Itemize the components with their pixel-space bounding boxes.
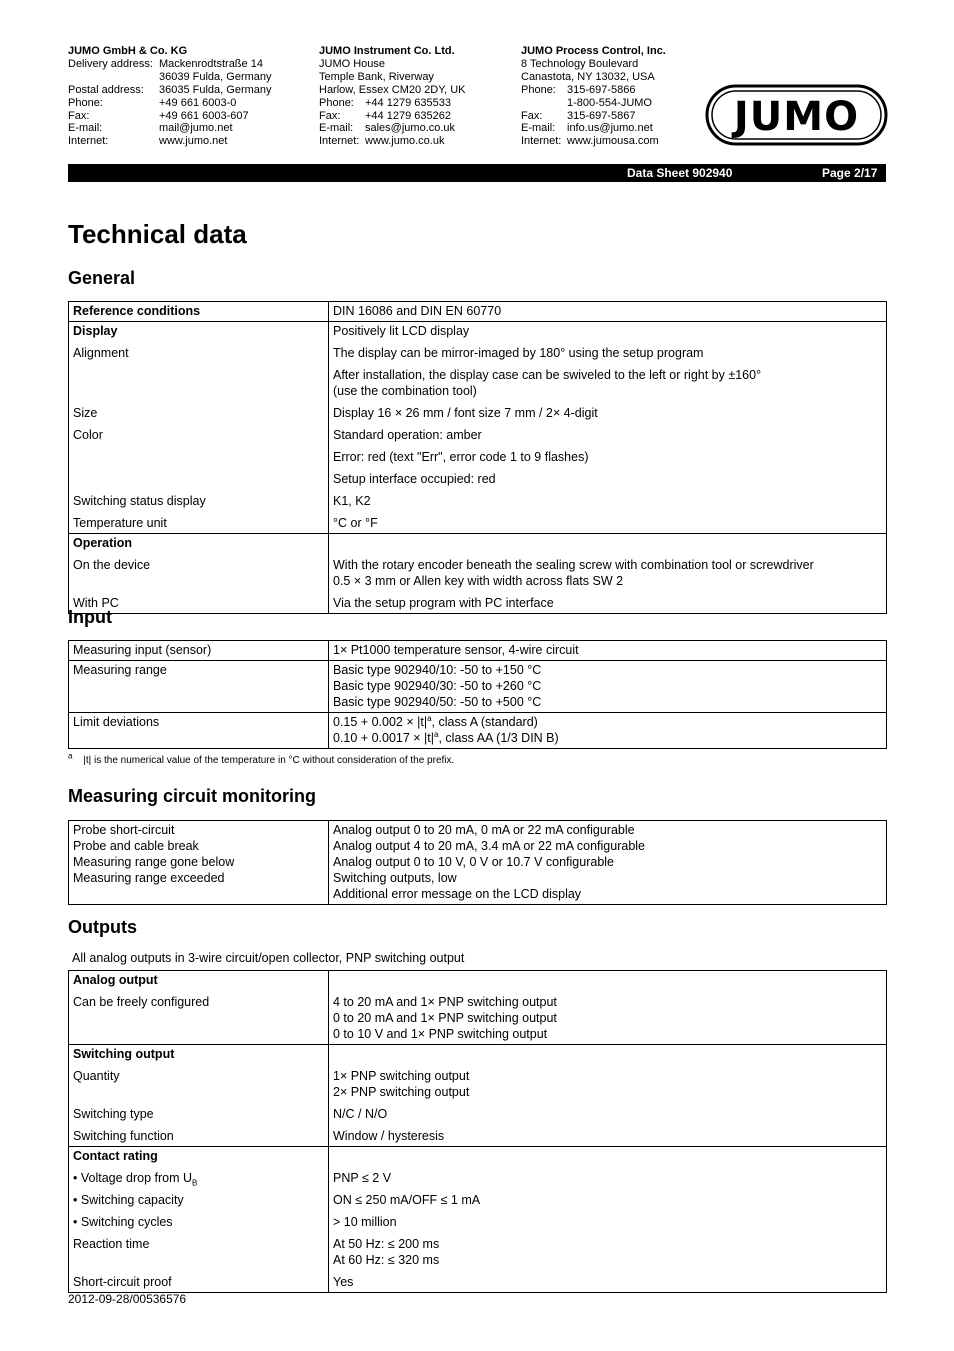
- datasheet-number: Data Sheet 902940: [627, 166, 733, 180]
- table-row: Switching output: [69, 1045, 887, 1065]
- outputs-table: [68, 970, 887, 1293]
- table-row: Switching function Window / hysteresis: [69, 1124, 887, 1147]
- section-heading-monitoring: Measuring circuit monitoring: [68, 786, 317, 806]
- table-row: Setup interface occupied: red: [69, 467, 887, 489]
- table-row: Switching type N/C / N/O: [69, 1102, 887, 1124]
- table-row: After installation, the display case can be swiveled to the left or right by ±160° (use the combination tool): [69, 363, 887, 401]
- table-row: On the device With the rotary encoder beneath the sealing screw with combination tool or screwdriver 0.5 × 3 mm or Allen key with width across flats SW 2: [69, 553, 887, 591]
- table-row: Limit deviations $0.15 + 0.002 \times |t|^a$, class A (standard) $0.10 + 0.0017 \times |t|^a$, class AA (1/3 DIN B): [69, 713, 887, 749]
- footnote: $^a$ |t| is the numerical value of the temperature in °C without consideration of the prefix.: [68, 751, 455, 766]
- header-row-value: +49 661 6003-0: [159, 96, 237, 109]
- table-row: • Voltage drop from $U_B$ PNP ≤ 2 V: [69, 1166, 887, 1188]
- table-row: Short-circuit proof Yes: [69, 1270, 887, 1293]
- company-name: JUMO Instrument Co. Ltd.: [319, 45, 455, 57]
- table-row: Error: red (text "Err", error code 1 to 9 flashes): [69, 445, 887, 467]
- header-row-label: Fax:: [68, 109, 90, 122]
- section-heading-input: Input: [68, 607, 112, 627]
- table-row: Switching status display K1, K2: [69, 489, 887, 511]
- table-row: Display Positively lit LCD display: [69, 322, 887, 342]
- table-row: • Switching capacity ON ≤ 250 mA/OFF ≤ 1 mA: [69, 1188, 887, 1210]
- header-row-label: Fax:: [319, 109, 341, 122]
- header-row-value: www.jumo.co.uk: [365, 135, 445, 148]
- section-heading-general: General: [68, 268, 136, 288]
- header-row-label: Phone:: [319, 96, 354, 109]
- header-row-label: Fax:: [521, 109, 543, 122]
- header-row: [68, 122, 272, 135]
- general-table: [68, 301, 887, 614]
- header-row: [68, 58, 272, 71]
- header-row-value: +49 661 6003-607: [159, 109, 249, 122]
- header-row-value: 36039 Fulda, Germany: [159, 70, 272, 83]
- company-name: JUMO GmbH & Co. KG: [68, 45, 188, 57]
- header-row-value: 315-697-5867: [567, 109, 636, 122]
- table-row: Reference conditions DIN 16086 and DIN EN 60770: [69, 302, 887, 322]
- header-row-value: www.jumo.net: [159, 135, 228, 148]
- header-row-label: [521, 97, 567, 110]
- header-row-value: 315-697-5866: [567, 83, 636, 96]
- table-row: Analog output: [69, 971, 887, 991]
- datasheet-bar: [68, 164, 886, 182]
- header-row-label: Internet:: [319, 135, 360, 148]
- header-row-label: Phone:: [68, 96, 103, 109]
- header-row-label: E-mail:: [68, 122, 103, 135]
- header-row-value: Mackenrodtstraße 14: [159, 57, 263, 70]
- address-line: Canastota, NY 13032, USA: [521, 70, 655, 83]
- header-row: [68, 97, 272, 110]
- monitoring-table: [68, 820, 887, 905]
- header-row: [521, 97, 666, 110]
- header-row-label: Postal address:: [68, 83, 144, 96]
- table-row: Color Standard operation: amber: [69, 423, 887, 445]
- header-row-value: info.us@jumo.net: [567, 122, 653, 135]
- table-row: Measuring range Basic type 902940/10: -50 to +150 °C Basic type 902940/30: -50 to +260 °C Basic type 902940/50: -50 to +500 °C: [69, 661, 887, 713]
- outputs-intro: All analog outputs in 3-wire circuit/open collector, PNP switching output: [72, 951, 465, 965]
- header-row: [68, 110, 272, 123]
- address-line: JUMO House: [319, 57, 386, 70]
- header-row: [319, 110, 466, 123]
- table-row: • Switching cycles > 10 million: [69, 1210, 887, 1232]
- header-col-usa: [521, 45, 666, 148]
- logo-text: JUMO: [733, 94, 860, 140]
- header-row-value: www.jumousa.com: [567, 135, 659, 148]
- page-title: Technical data: [68, 219, 247, 249]
- header-row: [319, 135, 466, 148]
- header-row: [521, 122, 666, 135]
- header-row-value: mail@jumo.net: [159, 122, 233, 135]
- header-row: [319, 97, 466, 110]
- header-row-label: Internet:: [68, 135, 109, 148]
- section-heading-outputs: Outputs: [68, 917, 137, 937]
- header-row-value: 36035 Fulda, Germany: [159, 83, 272, 96]
- table-row: Operation: [69, 534, 887, 554]
- header-row-label: Delivery address:: [68, 57, 153, 70]
- table-row: Quantity 1× PNP switching output 2× PNP switching output: [69, 1064, 887, 1102]
- address-line: Harlow, Essex CM20 2DY, UK: [319, 83, 466, 96]
- header-col-germany: [68, 45, 272, 148]
- address-line: Temple Bank, Riverway: [319, 70, 434, 83]
- document-code: 2012-09-28/00536576: [68, 1292, 187, 1306]
- header-row-label: [68, 71, 159, 84]
- header-row-label: Phone:: [521, 83, 556, 96]
- header-row: [68, 84, 272, 97]
- header-row: [521, 110, 666, 123]
- header-row-label: E-mail:: [319, 122, 354, 135]
- header-row: [521, 84, 666, 97]
- table-row: Size Display 16 × 26 mm / font size 7 mm / 2× 4-digit: [69, 401, 887, 423]
- jumo-logo: [705, 84, 888, 146]
- header-row: [319, 122, 466, 135]
- header-row-value: sales@jumo.co.uk: [365, 122, 456, 135]
- header-row-label: Internet:: [521, 135, 562, 148]
- table-row: Can be freely configured 4 to 20 mA and 1× PNP switching output 0 to 20 mA and 1× PNP switching output 0 to 10 V and 1× PNP switching output: [69, 990, 887, 1045]
- company-name: JUMO Process Control, Inc.: [521, 45, 666, 57]
- header-col-uk: [319, 45, 466, 148]
- table-row: Temperature unit °C or °F: [69, 511, 887, 534]
- header-row: [68, 135, 272, 148]
- input-table: [68, 640, 887, 749]
- header-row-label: E-mail:: [521, 122, 556, 135]
- header-row-value: +44 1279 635262: [365, 109, 451, 122]
- table-row: Reaction time At 50 Hz: ≤ 200 ms At 60 Hz: ≤ 320 ms: [69, 1232, 887, 1270]
- table-row: With PC Via the setup program with PC interface: [69, 591, 887, 614]
- header-row: [521, 135, 666, 148]
- address-line: 8 Technology Boulevard: [521, 57, 639, 70]
- page-number: Page 2/17: [822, 166, 878, 180]
- header-row-value: +44 1279 635533: [365, 96, 451, 109]
- table-row: Contact rating: [69, 1147, 887, 1167]
- header-row-value: 1-800-554-JUMO: [567, 96, 652, 109]
- table-row: Alignment The display can be mirror-imaged by 180° using the setup program: [69, 341, 887, 363]
- table-row: Measuring input (sensor) 1× Pt1000 temperature sensor, 4-wire circuit: [69, 641, 887, 661]
- table-row: Probe short-circuit Probe and cable break Measuring range gone below Measuring range exceeded Analog output 0 to 20 mA, 0 mA or 22 mA configurable Analog output 4 to 20 mA, 3.4 mA or 22 mA configurable Analog output 0 to 10 V, 0 V or 10.7 V configurable Switching outputs, low Additional error message on the LCD display: [69, 821, 887, 905]
- header-row: [68, 71, 272, 84]
